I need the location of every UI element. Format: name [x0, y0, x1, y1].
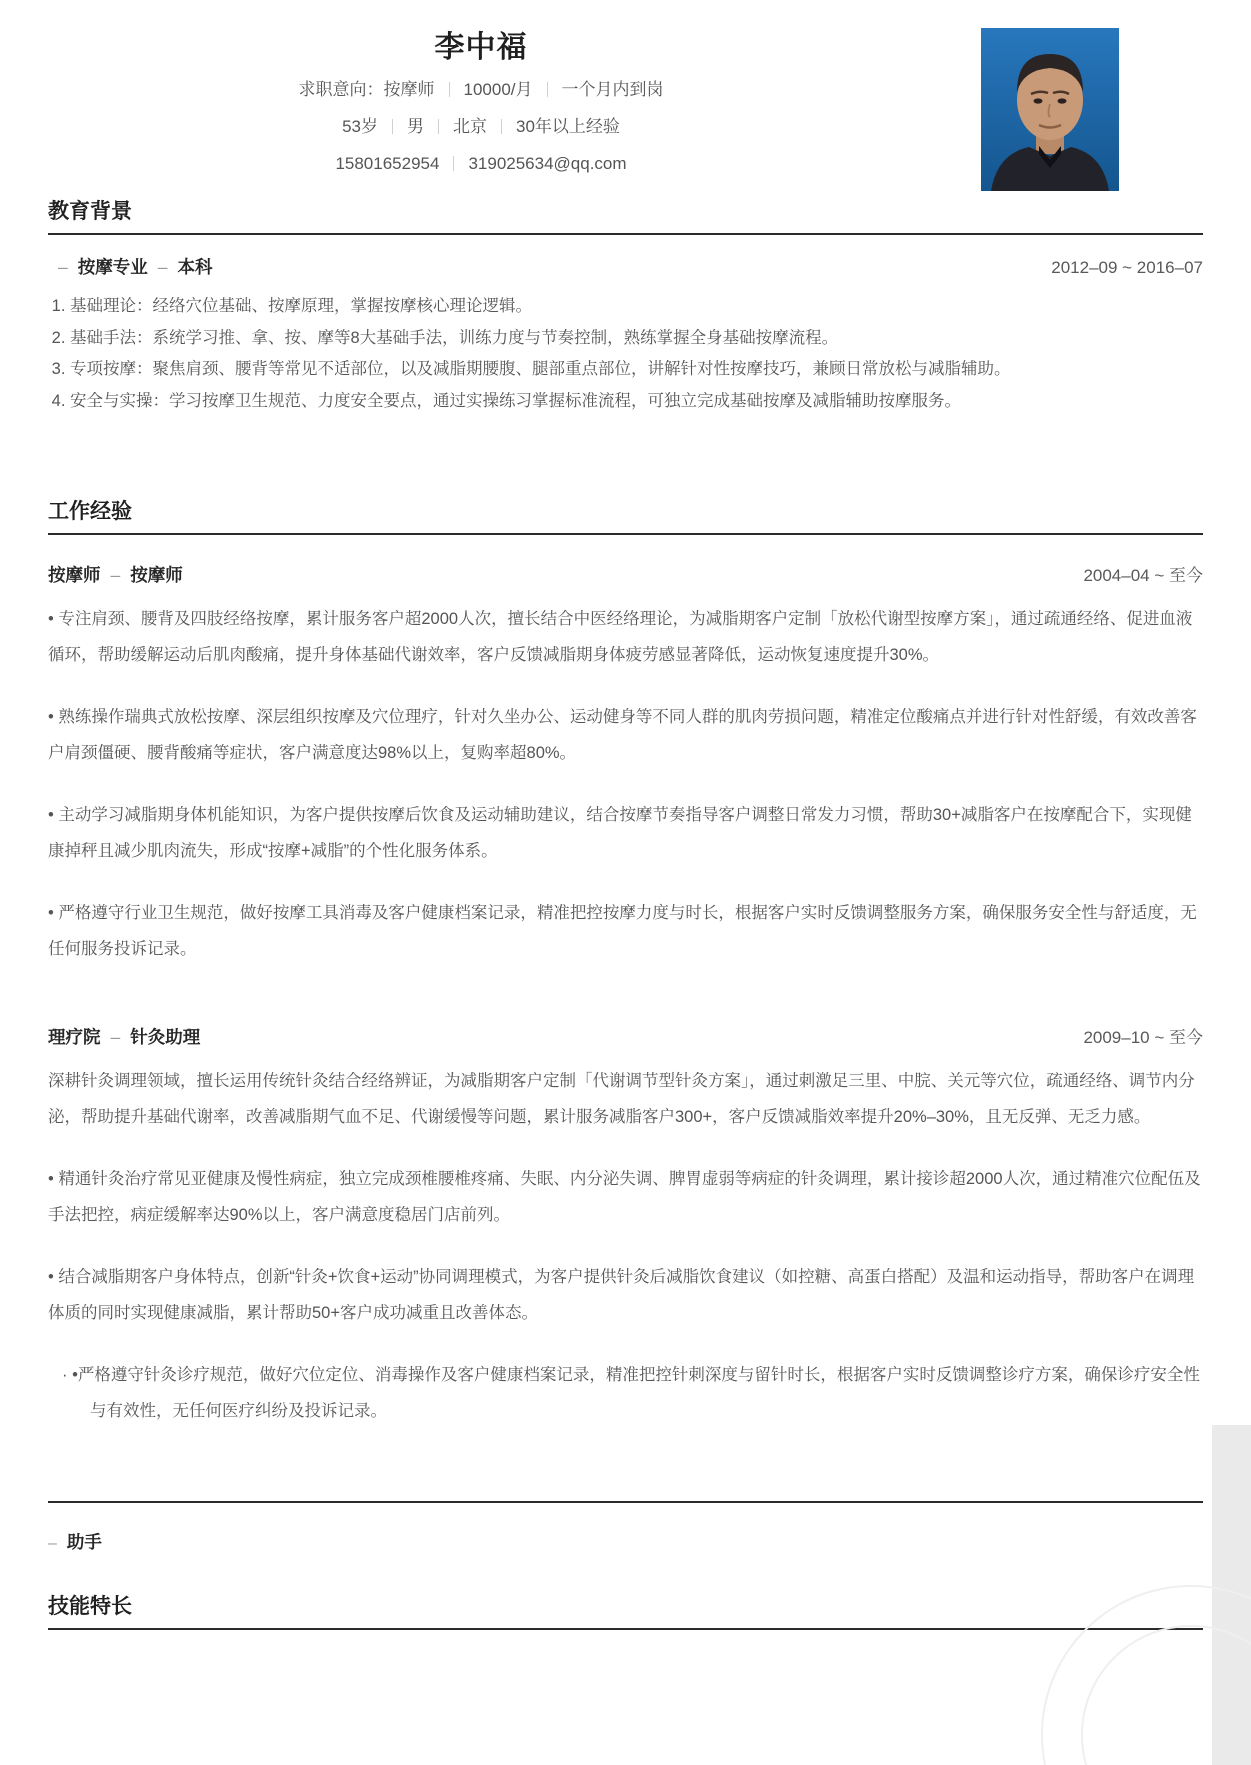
job-paragraph: • 结合减脂期客户身体特点，创新“针灸+饮食+运动”协同调理模式，为客户提供针灸后减脂饮食建议（如控糖、高蛋白搭配）及温和运动指导，帮助客户在调理体质的同时实现健康减脂，累计帮助50+客户成功减重且改善体态。 [48, 1268, 1195, 1322]
job-paragraph: • 主动学习减脂期身体机能知识，为客户提供按摩后饮食及运动辅助建议，结合按摩节奏指导客户调整日常发力习惯，帮助30+减脂客户在按摩配合下，实现健康掉秤且减少肌肉流失，形成“按摩+减脂”的个性化服务体系。 [48, 806, 1192, 860]
dash-mark: – [110, 1027, 121, 1047]
availability: 一个月内到岗 [561, 80, 664, 99]
phone-number: 15801652954 [335, 154, 440, 173]
separator-bar [438, 119, 439, 134]
education-item: 4. 安全与实操：学习按摩卫生规范、力度安全要点，通过实操练习掌握标准流程，可独立完成基础按摩及减脂辅助按摩服务。 [70, 386, 1203, 418]
job-paragraph: • 严格遵守行业卫生规范，做好按摩工具消毒及客户健康档案记录，精准把控按摩力度与时长，根据客户实时反馈调整服务方案，确保服务安全性与舒适度，无任何服务投诉记录。 [48, 904, 1197, 958]
separator-bar [453, 156, 454, 171]
dash-mark: – [58, 257, 68, 277]
job-intention: 求职意向：按摩师 [298, 80, 435, 99]
section-title-experience: 工作经验 [48, 499, 1203, 535]
education-item: 3. 专项按摩：聚焦肩颈、腰背等常见不适部位，以及减脂期腰腹、腿部重点部位，讲解针对性按摩技巧，兼顾日常放松与减脂辅助。 [70, 354, 1203, 386]
expected-salary: 10000/月 [463, 80, 533, 99]
education-major: 按摩专业 [77, 257, 148, 277]
resume-header [48, 0, 1203, 177]
id-photo [981, 28, 1119, 191]
education-item: 1. 基础理论：经络穴位基础、按摩原理，掌握按摩核心理论逻辑。 [70, 291, 1203, 323]
education-item: 2. 基础手法：系统学习推、拿、按、摩等8大基础手法，训练力度与节奏控制，熟练掌握全身基础按摩流程。 [70, 323, 1203, 355]
job-title [48, 1025, 200, 1049]
job-entry-acupuncture [48, 1023, 1203, 1429]
email-address: 319025634@qq.com [468, 154, 627, 173]
separator-bar [501, 119, 502, 134]
stub-entry-label: 助手 [66, 1532, 102, 1552]
job-entry-header [48, 1023, 1203, 1049]
job-paragraph: • 熟练操作瑞典式放松按摩、深层组织按摩及穴位理疗，针对久坐办公、运动健身等不同人群的肌肉劳损问题，精准定位酸痛点并进行针对性舒缓，有效改善客户肩颈僵硬、腰背酸痛等症状，客户满意度达98%以上，复购率超80%。 [48, 708, 1197, 762]
education-item-list [48, 291, 1203, 417]
dash-mark: – [48, 1535, 57, 1552]
info-line-intention [48, 77, 914, 103]
header-text-block [48, 30, 914, 177]
section-title-skills: 技能特长 [48, 1594, 1203, 1630]
job-entry-masseur [48, 561, 1203, 967]
job-paragraph: · •严格遵守针灸诊疗规范，做好穴位定位、消毒操作及客户健康档案记录，精准把控针刺深度与留针时长，根据客户实时反馈调整诊疗方案，确保诊疗安全性与有效性，无任何医疗纠纷及投诉记录。 [62, 1366, 1200, 1420]
entry-divider-line [48, 1501, 1203, 1503]
education-entry-title [48, 255, 212, 279]
separator-bar [547, 82, 548, 97]
job-date-range: 2004–04 ~ 至今 [1083, 566, 1203, 585]
id-photo-graphic [981, 28, 1119, 191]
dash-mark: – [157, 257, 168, 277]
candidate-name: 李中福 [434, 31, 528, 64]
job-paragraph: • 精通针灸治疗常见亚健康及慢性病症，独立完成颈椎腰椎疼痛、失眠、内分泌失调、脾胃虚弱等病症的针灸调理，累计接诊超2000人次，通过精准穴位配伍及手法把控，病症缓解率达90%以上，客户满意度稳居门店前列。 [48, 1170, 1201, 1224]
job-entry-header [48, 561, 1203, 587]
separator-bar [392, 119, 393, 134]
city: 北京 [453, 117, 487, 136]
dash-mark: – [110, 565, 121, 585]
job-title [48, 563, 183, 587]
job-company: 按摩师 [48, 565, 101, 585]
info-line-contact [48, 151, 914, 177]
job-company: 理疗院 [48, 1027, 101, 1047]
gender: 男 [407, 117, 424, 136]
job-role: 按摩师 [130, 565, 183, 585]
age: 53岁 [342, 117, 378, 136]
job-paragraph: • 专注肩颈、腰背及四肢经络按摩，累计服务客户超2000人次，擅长结合中医经络理论，为减脂期客户定制「放松代谢型按摩方案」，通过疏通经络、促进血液循环，帮助缓解运动后肌肉酸痛，提升身体基础代谢效率，客户反馈减脂期身体疲劳感显著降低，运动恢复速度提升30%。 [48, 610, 1193, 664]
job-paragraph: 深耕针灸调理领域，擅长运用传统针灸结合经络辨证，为减脂期客户定制「代谢调节型针灸方案」，通过刺激足三里、中脘、关元等穴位，疏通经络、调节内分泌，帮助提升基础代谢率，改善减脂期气血不足、代谢缓慢等问题，累计服务减脂客户300+，客户反馈减脂效率提升20%–30%，且无反弹、无乏力感。 [48, 1072, 1195, 1126]
education-entry-header [48, 255, 1203, 279]
stub-entry-assistant [48, 1529, 1203, 1554]
info-line-basic [48, 114, 914, 140]
education-degree: 本科 [177, 257, 213, 277]
job-role: 针灸助理 [130, 1027, 201, 1047]
job-date-range: 2009–10 ~ 至今 [1083, 1028, 1203, 1047]
separator-bar [449, 82, 450, 97]
experience-years: 30年以上经验 [516, 117, 620, 136]
section-title-education: 教育背景 [48, 199, 1203, 235]
education-date-range: 2012–09 ~ 2016–07 [1051, 258, 1203, 277]
